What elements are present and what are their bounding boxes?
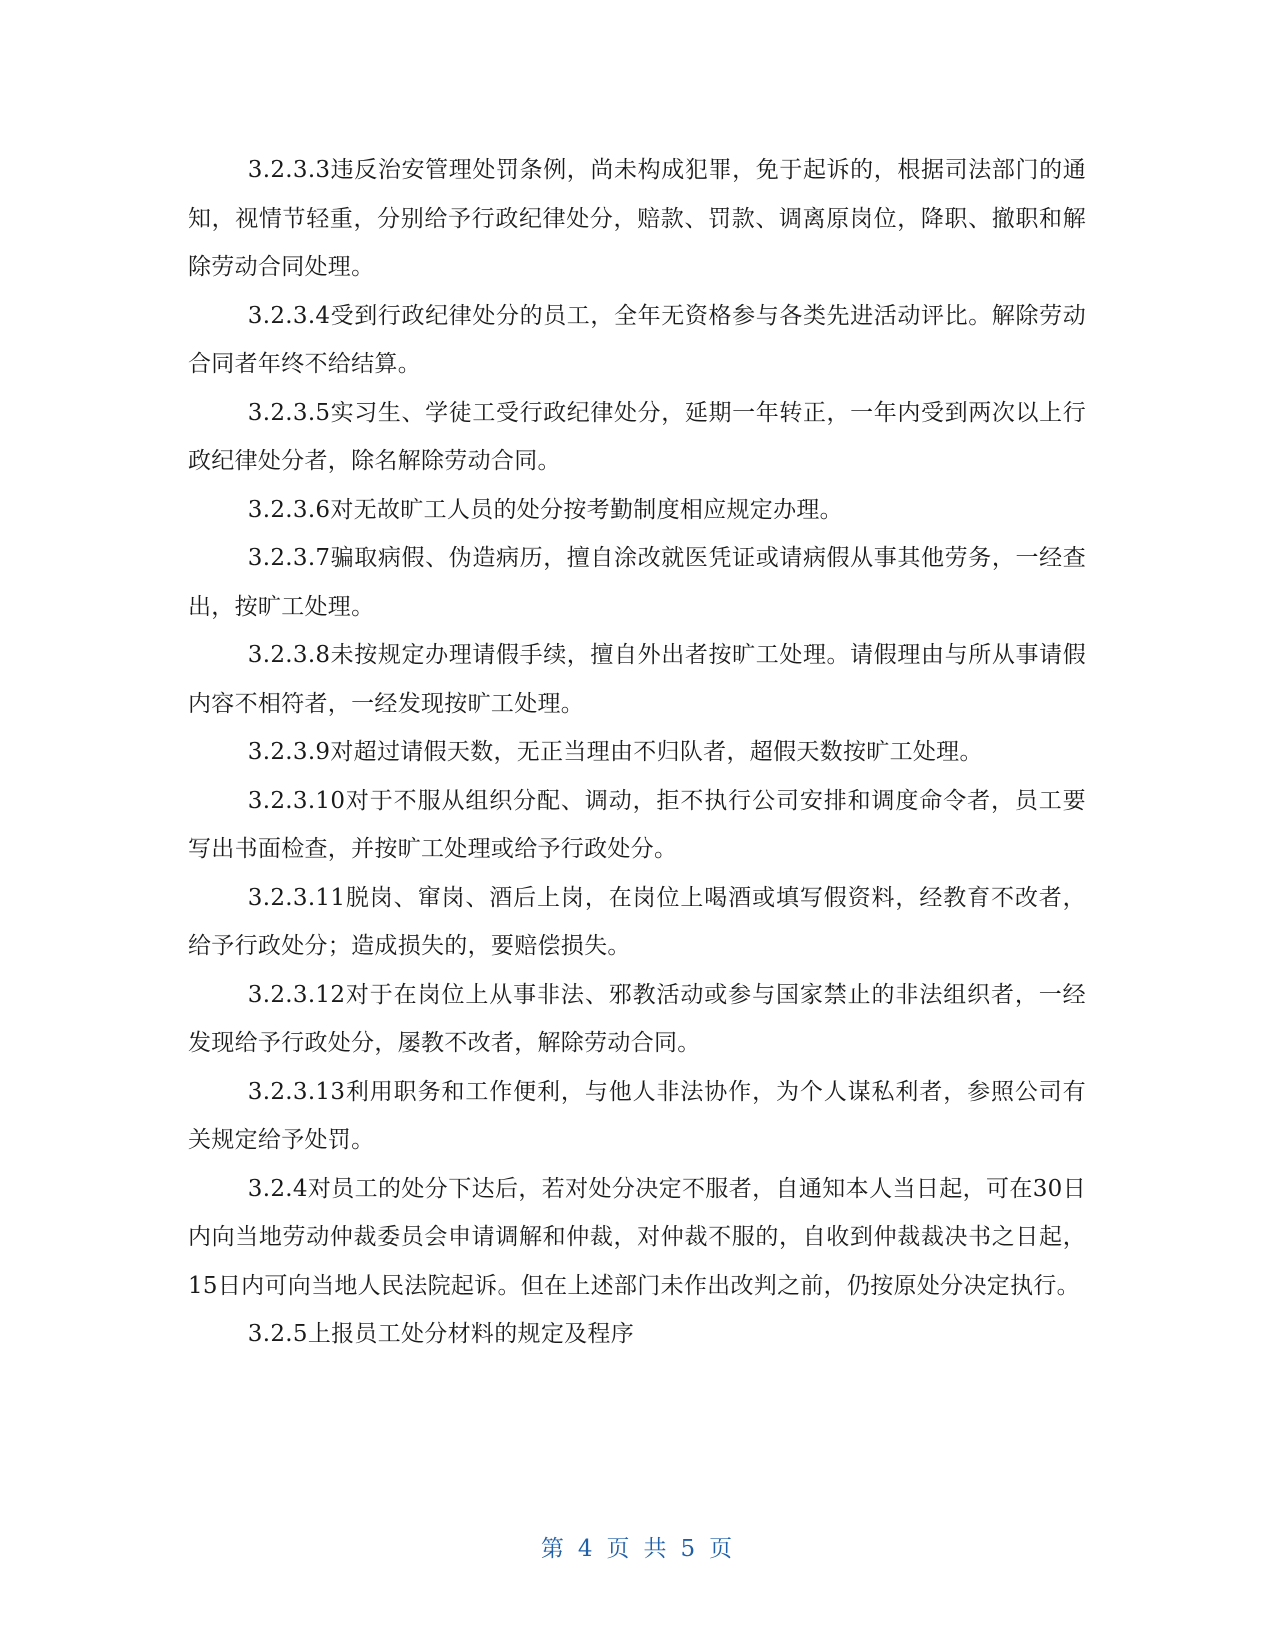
footer-total-word: 共: [643, 1536, 669, 1562]
footer-suffix: 页: [709, 1536, 735, 1562]
paragraph-3-2-4: 3.2.4对员工的处分下达后，若对处分决定不服者，自通知本人当日起，可在30日内向当地劳动仲裁委员会申请调解和仲裁，对仲裁不服的，自收到仲裁裁决书之日起，15日内可向当地人民法院起诉。但在上述部门未作出改判之前，仍按原处分决定执行。: [188, 1175, 1086, 1299]
page-footer: [0, 1530, 1275, 1563]
total-pages-number: 5: [680, 1536, 698, 1562]
paragraph-3-2-3-4: 3.2.3.4受到行政纪律处分的员工，全年无资格参与各类先进活动评比。解除劳动合同者年终不给结算。: [188, 302, 1086, 377]
paragraph-3-2-3-3: 3.2.3.3违反治安管理处罚条例，尚未构成犯罪，免于起诉的，根据司法部门的通知，视情节轻重，分别给予行政纪律处分，赔款、罚款、调离原岗位，降职、撤职和解除劳动合同处理。: [188, 157, 1086, 280]
document-body: [188, 146, 1086, 1359]
paragraph-3-2-3-11: 3.2.3.11脱岗、窜岗、酒后上岗，在岗位上喝酒或填写假资料，经教育不改者，给予行政处分；造成损失的，要赔偿损失。: [188, 884, 1086, 959]
paragraph-3-2-5: 3.2.5上报员工处分材料的规定及程序: [247, 1321, 635, 1347]
current-page-number: 4: [577, 1536, 595, 1562]
paragraph-3-2-3-9: 3.2.3.9对超过请假天数，无正当理由不归队者，超假天数按旷工处理。: [247, 739, 983, 765]
footer-prefix: 第: [540, 1536, 566, 1562]
footer-page-word: 页: [606, 1536, 632, 1562]
paragraph-3-2-3-13: 3.2.3.13利用职务和工作便利，与他人非法协作，为个人谋私利者，参照公司有关规定给予处罚。: [188, 1078, 1086, 1153]
paragraph-3-2-3-7: 3.2.3.7骗取病假、伪造病历，擅自涂改就医凭证或请病假从事其他劳务，一经查出，按旷工处理。: [188, 545, 1086, 620]
paragraph-3-2-3-8: 3.2.3.8未按规定办理请假手续，擅自外出者按旷工处理。请假理由与所从事请假内容不相符者，一经发现按旷工处理。: [188, 642, 1086, 717]
paragraph-3-2-3-12: 3.2.3.12对于在岗位上从事非法、邪教活动或参与国家禁止的非法组织者，一经发现给予行政处分，屡教不改者，解除劳动合同。: [188, 981, 1086, 1056]
paragraph-3-2-3-5: 3.2.3.5实习生、学徒工受行政纪律处分，延期一年转正，一年内受到两次以上行政纪律处分者，除名解除劳动合同。: [188, 399, 1086, 474]
paragraph-3-2-3-6: 3.2.3.6对无故旷工人员的处分按考勤制度相应规定办理。: [247, 496, 843, 523]
paragraph-3-2-3-10: 3.2.3.10对于不服从组织分配、调动，拒不执行公司安排和调度命令者，员工要写出书面检查，并按旷工处理或给予行政处分。: [188, 787, 1086, 862]
